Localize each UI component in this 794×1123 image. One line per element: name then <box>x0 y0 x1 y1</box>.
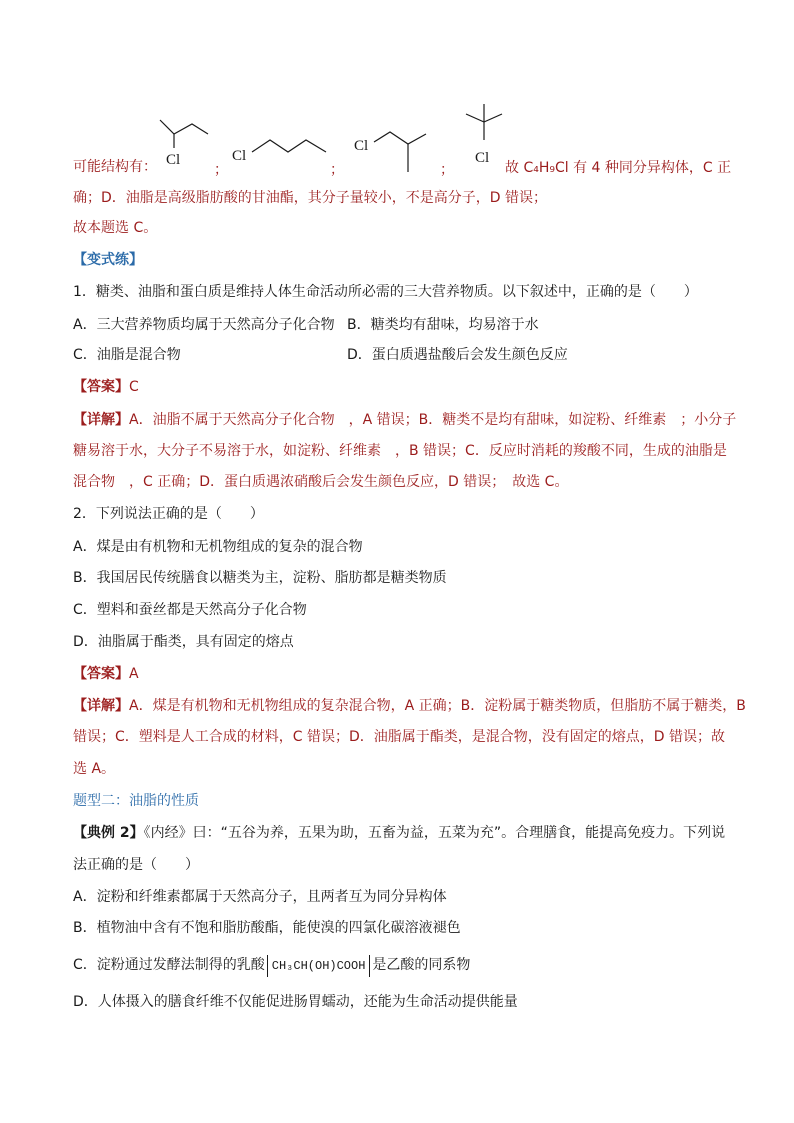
lactic-acid-formula: CH₃CH(OH)COOH <box>267 955 371 977</box>
detail-tag: 【详解】 <box>73 698 129 714</box>
svg-text:Cl: Cl <box>475 150 490 166</box>
option-b: B．植物油中含有不饱和脂肪酸酯，能使溴的四氯化碳溶液褪色 <box>73 920 461 936</box>
option-d: D．蛋白质遇盐酸后会发生颜色反应 <box>347 347 568 363</box>
detail-line: 混合物 ，C 正确；D．蛋白质遇浓硝酸后会发生颜色反应，D 错误； 故选 C。 <box>73 474 569 490</box>
1-chloro-2-methylpropane-structure-icon <box>352 122 442 178</box>
answer-line <box>73 664 139 684</box>
answer-tag: 【答案】 <box>73 379 129 395</box>
2-chloro-2-methylpropane-structure-icon <box>458 100 508 170</box>
svg-text:Cl: Cl <box>166 152 181 168</box>
structures-lead: 可能结构有： <box>73 159 157 175</box>
section-title: 题型二：油脂的性质 <box>73 793 199 809</box>
option-c-text-post: 是乙酸的同系物 <box>372 957 471 973</box>
example-stem <box>73 823 725 843</box>
answer-value: A <box>129 666 139 682</box>
detail-line: 糖易溶于水，大分子不易溶于水，如淀粉、纤维素 ，B 错误；C．反应时消耗的羧酸不同，生成的油脂是 <box>73 443 727 459</box>
question-stem: 2．下列说法正确的是（ ） <box>73 506 264 522</box>
paragraph-line: 确；D．油脂是高级脂肪酸的甘油酯，其分子量较小，不是高分子，D 错误； <box>73 190 548 206</box>
option-d: D．油脂属于酯类，具有固定的熔点 <box>73 634 294 650</box>
answer-tag: 【答案】 <box>73 666 129 682</box>
example-text: 《内经》曰：“五谷为养，五果为助，五畜为益，五菜为充”。合理膳食，能提高免疫力。下列说 <box>143 825 726 841</box>
detail-line: 错误；C．塑料是人工合成的材料，C 错误；D．油脂属于酯类，是混合物，没有固定的熔点，D 错误；故 <box>73 729 726 745</box>
option-a: A．煤是由有机物和无机物组成的复杂的混合物 <box>73 539 363 555</box>
answer-line <box>73 377 139 397</box>
detail-line <box>73 696 746 716</box>
svg-text:Cl: Cl <box>354 138 369 154</box>
option-b: B．我国居民传统膳食以糖类为主，淀粉、脂肪都是糖类物质 <box>73 570 447 586</box>
question-stem: 1．糖类、油脂和蛋白质是维持人体生命活动所必需的三大营养物质。以下叙述中，正确的是（ ） <box>73 284 698 300</box>
detail-line: 选 A。 <box>73 761 116 777</box>
2-chlorobutane-structure-icon <box>152 112 222 172</box>
structures-tail: 故 C₄H₉Cl 有 4 种同分异构体，C 正 <box>505 160 732 176</box>
variant-heading: 【变式练】 <box>73 252 143 268</box>
option-a: A．三大营养物质均属于天然高分子化合物 <box>73 317 335 333</box>
example-tag: 【典例 2】 <box>73 825 144 841</box>
detail-line <box>73 410 736 430</box>
example-stem: 法正确的是（ ） <box>73 857 199 873</box>
detail-text: A．煤是有机物和无机物组成的复杂混合物，A 正确；B．淀粉属于糖类物质，但脂肪不属于糖类，B <box>129 698 746 714</box>
separator: ； <box>440 162 454 178</box>
option-d: D．人体摄入的膳食纤维不仅能促进肠胃蠕动，还能为生命活动提供能量 <box>73 994 518 1010</box>
paragraph-line: 故本题选 C。 <box>73 220 158 236</box>
detail-tag: 【详解】 <box>73 412 129 428</box>
option-c: C．油脂是混合物 <box>73 347 181 363</box>
separator: ； <box>214 162 228 178</box>
option-a: A．淀粉和纤维素都属于天然高分子，且两者互为同分异构体 <box>73 889 447 905</box>
option-b: B．糖类均有甜味，均易溶于水 <box>347 317 539 333</box>
option-c-text: C．淀粉通过发酵法制得的乳酸 <box>73 957 265 973</box>
1-chlorobutane-structure-icon <box>228 130 333 170</box>
svg-text:Cl: Cl <box>232 148 247 164</box>
separator: ； <box>330 162 344 178</box>
option-c: C．塑料和蚕丝都是天然高分子化合物 <box>73 602 307 618</box>
detail-text: A．油脂不属于天然高分子化合物 ，A 错误；B．糖类不是均有甜味，如淀粉、纤维素 ；小分子 <box>129 412 737 428</box>
answer-value: C <box>129 379 139 395</box>
option-c <box>73 955 470 977</box>
